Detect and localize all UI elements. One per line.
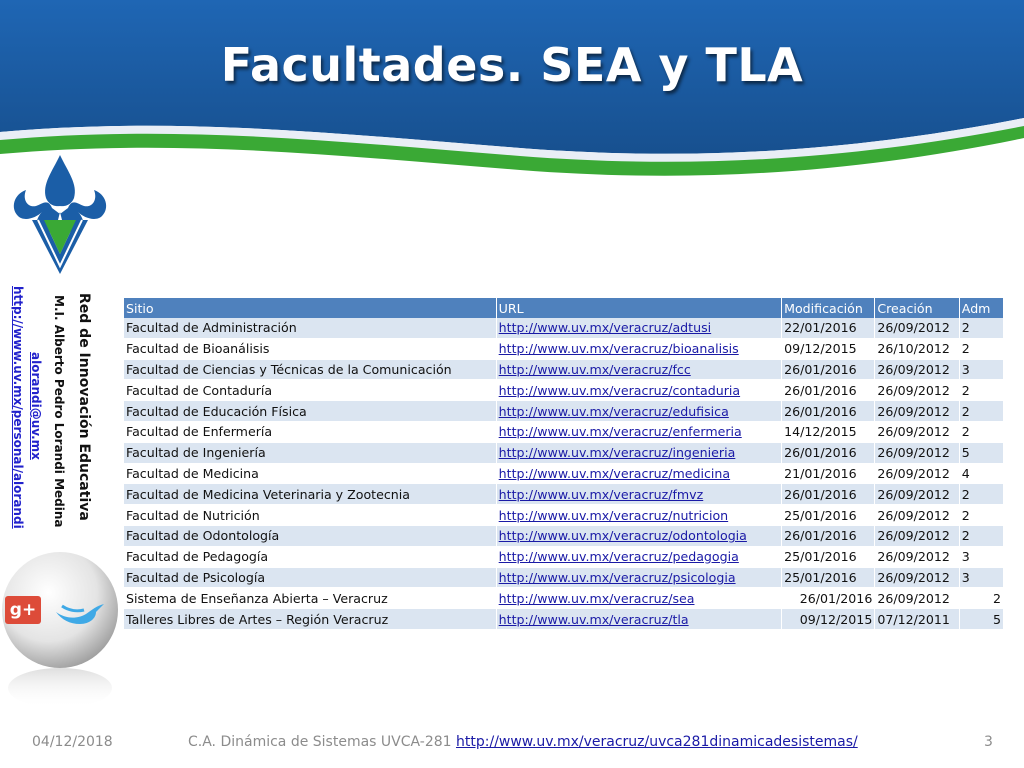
site-url-link[interactable]: http://www.uv.mx/veracruz/nutricion <box>496 505 781 526</box>
site-name: Facultad de Educación Física <box>124 401 496 422</box>
site-name: Facultad de Psicología <box>124 567 496 588</box>
site-name: Facultad de Nutrición <box>124 505 496 526</box>
admin-count: 2 <box>959 588 1003 609</box>
created-date: 07/12/2011 <box>875 609 959 630</box>
admin-count: 4 <box>959 463 1003 484</box>
page-title: Facultades. SEA y TLA <box>220 38 804 92</box>
modified-date: 26/01/2016 <box>782 359 875 380</box>
created-date: 26/09/2012 <box>875 463 959 484</box>
author-homepage-link[interactable]: http://www.uv.mx/personal/alorandi <box>11 286 25 529</box>
modified-date: 25/01/2016 <box>782 546 875 567</box>
modified-date: 25/01/2016 <box>782 505 875 526</box>
header-band <box>0 0 1024 200</box>
created-date: 26/09/2012 <box>875 359 959 380</box>
table-header-row <box>124 298 1004 318</box>
modified-date: 22/01/2016 <box>782 318 875 338</box>
created-date: 26/10/2012 <box>875 338 959 359</box>
twitter-bird-icon[interactable] <box>52 598 108 628</box>
created-date: 26/09/2012 <box>875 401 959 422</box>
site-url-link[interactable]: http://www.uv.mx/veracruz/sea <box>496 588 781 609</box>
table-row <box>124 401 1004 422</box>
site-url-link[interactable]: http://www.uv.mx/veracruz/odontologia <box>496 525 781 546</box>
site-url-link[interactable]: http://www.uv.mx/veracruz/contaduria <box>496 380 781 401</box>
site-name: Facultad de Ciencias y Técnicas de la Comunicación <box>124 359 496 380</box>
column-header-modificacion: Modificación <box>782 298 875 318</box>
table-row <box>124 546 1004 567</box>
footer-credit <box>188 734 858 750</box>
admin-count: 2 <box>959 401 1003 422</box>
modified-date: 25/01/2016 <box>782 567 875 588</box>
table-row <box>124 588 1004 609</box>
footer-link[interactable]: http://www.uv.mx/veracruz/uvca281dinamicadesistemas/ <box>456 734 858 750</box>
site-url-link[interactable]: http://www.uv.mx/veracruz/pedagogia <box>496 546 781 567</box>
table-row <box>124 609 1004 630</box>
site-url-link[interactable]: http://www.uv.mx/veracruz/fmvz <box>496 484 781 505</box>
sites-table <box>124 298 1004 630</box>
table-row <box>124 484 1004 505</box>
column-header-sitio: Sitio <box>124 298 496 318</box>
created-date: 26/09/2012 <box>875 546 959 567</box>
site-name: Facultad de Odontología <box>124 525 496 546</box>
table-row <box>124 318 1004 338</box>
admin-count: 5 <box>959 609 1003 630</box>
modified-date: 14/12/2015 <box>782 421 875 442</box>
modified-date: 09/12/2015 <box>782 609 875 630</box>
site-url-link[interactable]: http://www.uv.mx/veracruz/fcc <box>496 359 781 380</box>
table-row <box>124 567 1004 588</box>
table-row <box>124 338 1004 359</box>
site-url-link[interactable]: http://www.uv.mx/veracruz/adtusi <box>496 318 781 338</box>
created-date: 26/09/2012 <box>875 318 959 338</box>
admin-count: 2 <box>959 484 1003 505</box>
site-name: Sistema de Enseñanza Abierta – Veracruz <box>124 588 496 609</box>
author-name: M.I. Alberto Pedro Lorandi Medina <box>52 295 66 528</box>
admin-count: 2 <box>959 505 1003 526</box>
table-row <box>124 421 1004 442</box>
admin-count: 3 <box>959 567 1003 588</box>
site-name: Facultad de Administración <box>124 318 496 338</box>
modified-date: 26/01/2016 <box>782 380 875 401</box>
site-url-link[interactable]: http://www.uv.mx/veracruz/enfermeria <box>496 421 781 442</box>
site-name: Talleres Libres de Artes – Región Veracruz <box>124 609 496 630</box>
site-name: Facultad de Medicina <box>124 463 496 484</box>
created-date: 26/09/2012 <box>875 421 959 442</box>
site-url-link[interactable]: http://www.uv.mx/veracruz/bioanalisis <box>496 338 781 359</box>
header-wave <box>0 0 1024 200</box>
author-email-link[interactable]: alorandi@uv.mx <box>29 352 43 460</box>
table-row <box>124 359 1004 380</box>
footer-date: 04/12/2018 <box>32 734 113 750</box>
admin-count: 2 <box>959 380 1003 401</box>
site-name: Facultad de Pedagogía <box>124 546 496 567</box>
site-name: Facultad de Bioanálisis <box>124 338 496 359</box>
modified-date: 26/01/2016 <box>782 484 875 505</box>
social-sphere <box>0 550 125 710</box>
university-logo-icon <box>8 150 112 280</box>
column-header-adm: Adm <box>959 298 1003 318</box>
site-name: Facultad de Enfermería <box>124 421 496 442</box>
modified-date: 26/01/2016 <box>782 442 875 463</box>
admin-count: 2 <box>959 525 1003 546</box>
table-row <box>124 525 1004 546</box>
site-name: Facultad de Medicina Veterinaria y Zootecnia <box>124 484 496 505</box>
google-plus-icon[interactable]: g+ <box>5 596 41 624</box>
modified-date: 09/12/2015 <box>782 338 875 359</box>
modified-date: 21/01/2016 <box>782 463 875 484</box>
modified-date: 26/01/2016 <box>782 401 875 422</box>
column-header-url: URL <box>496 298 781 318</box>
table-row <box>124 380 1004 401</box>
footer-credit-text: C.A. Dinámica de Sistemas UVCA-281 <box>188 734 457 750</box>
admin-count: 3 <box>959 359 1003 380</box>
admin-count: 2 <box>959 338 1003 359</box>
site-name: Facultad de Contaduría <box>124 380 496 401</box>
site-url-link[interactable]: http://www.uv.mx/veracruz/ingenieria <box>496 442 781 463</box>
admin-count: 5 <box>959 442 1003 463</box>
table-row <box>124 463 1004 484</box>
site-url-link[interactable]: http://www.uv.mx/veracruz/medicina <box>496 463 781 484</box>
created-date: 26/09/2012 <box>875 442 959 463</box>
table-row <box>124 505 1004 526</box>
column-header-creacion: Creación <box>875 298 959 318</box>
site-url-link[interactable]: http://www.uv.mx/veracruz/edufisica <box>496 401 781 422</box>
admin-count: 2 <box>959 421 1003 442</box>
admin-count: 2 <box>959 318 1003 338</box>
created-date: 26/09/2012 <box>875 588 959 609</box>
created-date: 26/09/2012 <box>875 380 959 401</box>
created-date: 26/09/2012 <box>875 567 959 588</box>
created-date: 26/09/2012 <box>875 505 959 526</box>
page-number: 3 <box>984 734 993 750</box>
network-name: Red de Innovación Educativa <box>76 293 92 521</box>
created-date: 26/09/2012 <box>875 525 959 546</box>
site-name: Facultad de Ingeniería <box>124 442 496 463</box>
created-date: 26/09/2012 <box>875 484 959 505</box>
table-row <box>124 442 1004 463</box>
admin-count: 3 <box>959 546 1003 567</box>
modified-date: 26/01/2016 <box>782 588 875 609</box>
site-url-link[interactable]: http://www.uv.mx/veracruz/tla <box>496 609 781 630</box>
site-url-link[interactable]: http://www.uv.mx/veracruz/psicologia <box>496 567 781 588</box>
modified-date: 26/01/2016 <box>782 525 875 546</box>
